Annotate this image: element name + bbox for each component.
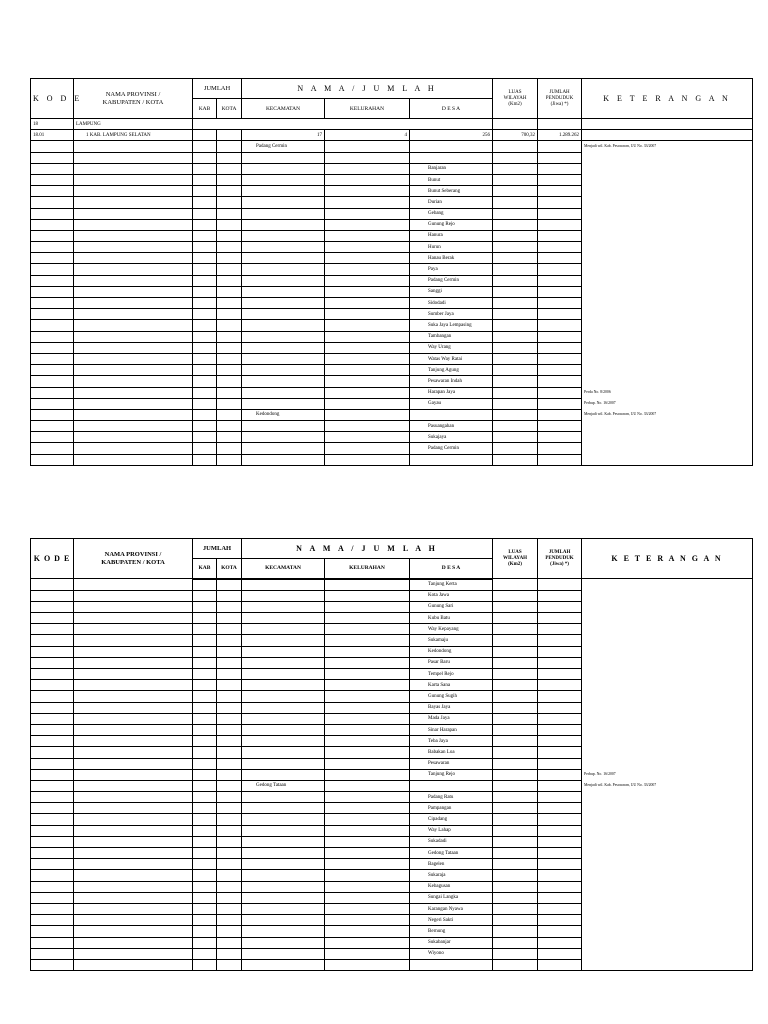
- table-row: [31, 613, 753, 624]
- desa-cell: Tanjung Agung: [410, 365, 493, 376]
- desa-cell: Kota Jawa: [410, 590, 493, 601]
- table-row: [31, 432, 753, 443]
- desa-cell: Hanura: [410, 230, 493, 241]
- kecamatan-cell: [242, 825, 325, 836]
- table-row: [31, 387, 753, 398]
- penduduk-value: 1.289.262: [538, 130, 582, 141]
- keterangan-cell: [582, 208, 753, 219]
- kecamatan-cell: [242, 948, 325, 959]
- kecamatan-cell: [242, 769, 325, 780]
- table-row: [31, 825, 753, 836]
- kab-header: KAB: [193, 559, 217, 579]
- keterangan-cell: [582, 646, 753, 657]
- keterangan-cell: [582, 915, 753, 926]
- kecamatan-cell: [242, 613, 325, 624]
- desa-cell: Babakan Loa: [410, 747, 493, 758]
- table-row: [31, 792, 753, 803]
- desa-cell: Way Urang: [410, 342, 493, 353]
- region-table-2: [30, 538, 753, 971]
- kecamatan-cell: [242, 443, 325, 454]
- desa-cell: Kubu Batu: [410, 613, 493, 624]
- kecamatan-cell: [242, 870, 325, 881]
- kecamatan-cell: [242, 174, 325, 185]
- kecamatan-cell: [242, 657, 325, 668]
- desa-cell: Padang Ratu: [410, 792, 493, 803]
- desa-cell: Cipadang: [410, 814, 493, 825]
- keterangan-cell: [582, 848, 753, 859]
- keterangan-cell: [582, 736, 753, 747]
- desa-cell: Karangan Nyawa: [410, 903, 493, 914]
- desa-cell: Sidodadi: [410, 298, 493, 309]
- luas-header: LUAS WILAYAH (Km2): [493, 539, 538, 579]
- kode-header: K O D E: [31, 539, 74, 579]
- kota-header: KOTA: [217, 99, 242, 119]
- desa-count: 256: [410, 130, 493, 141]
- desa-cell: [410, 152, 493, 163]
- keterangan-cell: [582, 174, 753, 185]
- kecamatan-cell: [242, 163, 325, 174]
- desa-cell: Pesawaran Indah: [410, 376, 493, 387]
- keterangan-cell: [582, 432, 753, 443]
- keterangan-cell: [582, 713, 753, 724]
- kecamatan-cell: [242, 320, 325, 331]
- kecamatan-cell: [242, 275, 325, 286]
- table-row: [31, 409, 753, 420]
- kecamatan-header: KECAMATAN: [242, 99, 325, 119]
- kecamatan-cell: Kedondong: [242, 409, 325, 420]
- desa-cell: [410, 780, 493, 791]
- keterangan-cell: [582, 219, 753, 230]
- desa-cell: Bunut Seberang: [410, 186, 493, 197]
- desa-cell: Negeri Sakti: [410, 915, 493, 926]
- kecamatan-cell: Padang Cermin: [242, 141, 325, 152]
- desa-cell: Teba Jaya: [410, 736, 493, 747]
- desa-cell: Watas Way Ratai: [410, 353, 493, 364]
- kecamatan-cell: [242, 702, 325, 713]
- table-row: [31, 915, 753, 926]
- keterangan-cell: [582, 365, 753, 376]
- desa-cell: Kedondong: [410, 646, 493, 657]
- table-row: [31, 959, 753, 970]
- table-row: [31, 186, 753, 197]
- desa-cell: [410, 454, 493, 465]
- keterangan-cell: [582, 376, 753, 387]
- keterangan-cell: [582, 624, 753, 635]
- desa-cell: Sukajaya: [410, 432, 493, 443]
- desa-cell: Gedong Tataan: [410, 848, 493, 859]
- keterangan-cell: [582, 230, 753, 241]
- table-row: [31, 870, 753, 881]
- keterangan-cell: [582, 959, 753, 970]
- table-row: [31, 758, 753, 769]
- table-row: [31, 680, 753, 691]
- desa-cell: [410, 959, 493, 970]
- desa-cell: Gunung Sugih: [410, 691, 493, 702]
- kecamatan-cell: [242, 736, 325, 747]
- desa-cell: Sukamaju: [410, 635, 493, 646]
- kecamatan-cell: [242, 253, 325, 264]
- kecamatan-cell: [242, 926, 325, 937]
- desa-cell: Pampangan: [410, 803, 493, 814]
- keterangan-cell: [582, 253, 753, 264]
- keterangan-cell: Perbup. No. 16/2007: [582, 398, 753, 409]
- keterangan-cell: [582, 680, 753, 691]
- kecamatan-cell: [242, 331, 325, 342]
- table-row: [31, 937, 753, 948]
- desa-cell: Pasar Baru: [410, 657, 493, 668]
- desa-cell: Karta Sana: [410, 680, 493, 691]
- desa-cell: Bernung: [410, 926, 493, 937]
- desa-cell: Suka Jaya Lempasing: [410, 320, 493, 331]
- nama-jumlah-header: N A M A / J U M L A H: [242, 539, 493, 559]
- desa-cell: Kebagusan: [410, 881, 493, 892]
- keterangan-cell: Perda No. 8/2006: [582, 387, 753, 398]
- table-row: [31, 197, 753, 208]
- desa-cell: Tambangan: [410, 331, 493, 342]
- keterangan-cell: [582, 309, 753, 320]
- kecamatan-cell: [242, 286, 325, 297]
- table-row: [31, 669, 753, 680]
- desa-cell: Sukabanjar: [410, 937, 493, 948]
- kecamatan-cell: [242, 398, 325, 409]
- keterangan-cell: [582, 724, 753, 735]
- kecamatan-cell: [242, 152, 325, 163]
- desa-cell: Hurun: [410, 242, 493, 253]
- table-row: [31, 601, 753, 612]
- desa-cell: Padang Cermin: [410, 275, 493, 286]
- kecamatan-cell: [242, 590, 325, 601]
- keterangan-cell: [582, 747, 753, 758]
- region-table-1: [30, 78, 753, 466]
- keterangan-cell: [582, 792, 753, 803]
- kecamatan-cell: [242, 197, 325, 208]
- table-row: [31, 242, 753, 253]
- desa-cell: Sinar Harapan: [410, 724, 493, 735]
- jumlah-header: JUMLAH: [193, 79, 242, 99]
- keterangan-header: K E T E R A N G A N: [582, 539, 753, 579]
- keterangan-header: K E T E R A N G A N: [582, 79, 753, 119]
- kecamatan-cell: [242, 219, 325, 230]
- table-row: [31, 376, 753, 387]
- table-row: [31, 286, 753, 297]
- desa-cell: Pesawaran: [410, 758, 493, 769]
- penduduk-header: JUMLAH PENDUDUK (Jiwa) *): [538, 79, 582, 119]
- table-row: [31, 253, 753, 264]
- desa-cell: [410, 141, 493, 152]
- table-row: [31, 398, 753, 409]
- keterangan-cell: Menjadi wil. Kab. Pesawaran, UU No. 33/2007: [582, 141, 753, 152]
- desa-cell: Sukadadi: [410, 836, 493, 847]
- kecamatan-cell: [242, 353, 325, 364]
- keterangan-cell: [582, 590, 753, 601]
- table-row: [31, 163, 753, 174]
- kecamatan-cell: [242, 937, 325, 948]
- province-row: [31, 119, 753, 130]
- keterangan-cell: [582, 881, 753, 892]
- kelurahan-header: KELURAHAN: [325, 99, 410, 119]
- table-row: [31, 903, 753, 914]
- keterangan-cell: [582, 892, 753, 903]
- kecamatan-cell: [242, 601, 325, 612]
- table-row: [31, 836, 753, 847]
- table-row: [31, 691, 753, 702]
- kecamatan-cell: [242, 691, 325, 702]
- table-row: [31, 275, 753, 286]
- kecamatan-cell: [242, 915, 325, 926]
- table-row: [31, 219, 753, 230]
- table-row: [31, 769, 753, 780]
- kode-cell: 18: [31, 119, 74, 130]
- desa-cell: Durian: [410, 197, 493, 208]
- kecamatan-cell: [242, 230, 325, 241]
- keterangan-cell: [582, 836, 753, 847]
- table-row: [31, 298, 753, 309]
- kecamatan-cell: [242, 186, 325, 197]
- keterangan-cell: [582, 152, 753, 163]
- table-row: [31, 657, 753, 668]
- table-row: [31, 320, 753, 331]
- keterangan-cell: [582, 163, 753, 174]
- kelurahan-header: KELURAHAN: [325, 559, 410, 579]
- table-row: [31, 702, 753, 713]
- desa-cell: Padang Cermin: [410, 443, 493, 454]
- kecamatan-cell: [242, 624, 325, 635]
- keterangan-cell: [582, 814, 753, 825]
- table-row: [31, 635, 753, 646]
- kecamatan-cell: [242, 713, 325, 724]
- table-row: [31, 713, 753, 724]
- kecamatan-cell: Gedong Tataan: [242, 780, 325, 791]
- table-row: [31, 264, 753, 275]
- kecamatan-cell: [242, 298, 325, 309]
- kecamatan-cell: [242, 376, 325, 387]
- keterangan-cell: [582, 803, 753, 814]
- table-row: [31, 365, 753, 376]
- desa-cell: Banjaran: [410, 163, 493, 174]
- keterangan-cell: [582, 657, 753, 668]
- desa-cell: Bunut: [410, 174, 493, 185]
- kecamatan-cell: [242, 959, 325, 970]
- kecamatan-cell: [242, 242, 325, 253]
- kota-header: KOTA: [217, 559, 242, 579]
- luas-header: LUAS WILAYAH (Km2): [493, 79, 538, 119]
- keterangan-cell: [582, 948, 753, 959]
- keterangan-cell: [582, 579, 753, 591]
- nama-provinsi-header: NAMA PROVINSI / KABUPATEN / KOTA: [74, 539, 193, 579]
- keterangan-cell: [582, 264, 753, 275]
- kecamatan-cell: [242, 758, 325, 769]
- desa-cell: Paya: [410, 264, 493, 275]
- desa-cell: Bayas Jaya: [410, 702, 493, 713]
- table-row: [31, 881, 753, 892]
- desa-cell: [410, 409, 493, 420]
- table-row: [31, 736, 753, 747]
- kecamatan-cell: [242, 792, 325, 803]
- table-row: [31, 353, 753, 364]
- table-row: [31, 208, 753, 219]
- kecamatan-cell: [242, 264, 325, 275]
- kecamatan-cell: [242, 342, 325, 353]
- table-row: [31, 926, 753, 937]
- table-row: [31, 747, 753, 758]
- table-row: [31, 859, 753, 870]
- kecamatan-cell: [242, 421, 325, 432]
- table-row: [31, 579, 753, 591]
- table-row: [31, 421, 753, 432]
- keterangan-cell: [582, 870, 753, 881]
- kode-header: K O D E: [31, 79, 74, 119]
- keterangan-cell: [582, 320, 753, 331]
- kecamatan-cell: [242, 848, 325, 859]
- keterangan-cell: [582, 613, 753, 624]
- kecamatan-cell: [242, 365, 325, 376]
- table-row: [31, 590, 753, 601]
- table-row: [31, 892, 753, 903]
- luas-value: 700,32: [493, 130, 538, 141]
- desa-cell: Pasuangahan: [410, 421, 493, 432]
- keterangan-cell: [582, 702, 753, 713]
- penduduk-header: JUMLAH PENDUDUK (Jiwa) *): [538, 539, 582, 579]
- keterangan-cell: [582, 298, 753, 309]
- keterangan-cell: [582, 275, 753, 286]
- kecamatan-cell: [242, 454, 325, 465]
- nama-jumlah-header: N A M A / J U M L A H: [242, 79, 493, 99]
- kecamatan-cell: [242, 747, 325, 758]
- table-row: [31, 624, 753, 635]
- keterangan-cell: [582, 758, 753, 769]
- table-row: [31, 309, 753, 320]
- table-row: [31, 443, 753, 454]
- desa-cell: Wiyono: [410, 948, 493, 959]
- table-row: [31, 152, 753, 163]
- keterangan-cell: Menjadi wil. Kab. Pesawaran, UU No. 33/2007: [582, 780, 753, 791]
- desa-cell: Sanggi: [410, 286, 493, 297]
- kecamatan-cell: [242, 646, 325, 657]
- desa-cell: Gebang: [410, 208, 493, 219]
- kecamatan-cell: [242, 579, 325, 591]
- table-row: [31, 342, 753, 353]
- table-row: [31, 331, 753, 342]
- desa-cell: Mada Jaya: [410, 713, 493, 724]
- nama-cell: 1 KAB. LAMPUNG SELATAN: [74, 130, 193, 141]
- table-row: [31, 848, 753, 859]
- desa-cell: Sumber Jaya: [410, 309, 493, 320]
- keterangan-cell: [582, 669, 753, 680]
- table-row: [31, 780, 753, 791]
- keterangan-cell: [582, 937, 753, 948]
- keterangan-cell: [582, 859, 753, 870]
- keterangan-cell: Perbup. No. 16/2007: [582, 769, 753, 780]
- kecamatan-cell: [242, 803, 325, 814]
- desa-cell: Tanjung Rejo: [410, 769, 493, 780]
- desa-cell: Tempel Rejo: [410, 669, 493, 680]
- kecamatan-cell: [242, 208, 325, 219]
- desa-cell: Sukaraja: [410, 870, 493, 881]
- kecamatan-cell: [242, 635, 325, 646]
- desa-cell: Gayau: [410, 398, 493, 409]
- desa-header: D E S A: [410, 559, 493, 579]
- jumlah-header: JUMLAH: [193, 539, 242, 559]
- kecamatan-cell: [242, 432, 325, 443]
- nama-provinsi-header: NAMA PROVINSI / KABUPATEN / KOTA: [74, 79, 193, 119]
- desa-cell: Way Kepayang: [410, 624, 493, 635]
- keterangan-cell: [582, 353, 753, 364]
- keterangan-cell: [582, 286, 753, 297]
- kab-header: KAB: [193, 99, 217, 119]
- table-row: [31, 174, 753, 185]
- kecamatan-cell: [242, 859, 325, 870]
- kecamatan-count: 17: [242, 130, 325, 141]
- kabupaten-row: [31, 130, 753, 141]
- desa-cell: Way Lahap: [410, 825, 493, 836]
- kecamatan-cell: [242, 669, 325, 680]
- kode-cell: 18.01: [31, 130, 74, 141]
- kecamatan-cell: [242, 309, 325, 320]
- kecamatan-cell: [242, 724, 325, 735]
- keterangan-cell: [582, 331, 753, 342]
- kecamatan-cell: [242, 881, 325, 892]
- desa-cell: Hanau Berak: [410, 253, 493, 264]
- keterangan-cell: [582, 242, 753, 253]
- kecamatan-cell: [242, 892, 325, 903]
- keterangan-cell: [582, 635, 753, 646]
- table-row: [31, 803, 753, 814]
- keterangan-cell: [582, 342, 753, 353]
- kelurahan-count: 4: [325, 130, 410, 141]
- table-row: [31, 454, 753, 465]
- desa-cell: Harapan Jaya: [410, 387, 493, 398]
- desa-cell: Tanjung Kerta: [410, 579, 493, 591]
- table-row: [31, 230, 753, 241]
- desa-header: D E S A: [410, 99, 493, 119]
- nama-cell: LAMPUNG: [74, 119, 193, 130]
- keterangan-cell: Menjadi wil. Kab. Pesawaran, UU No. 33/2007: [582, 409, 753, 420]
- keterangan-cell: [582, 903, 753, 914]
- desa-cell: Gunung Sari: [410, 601, 493, 612]
- desa-cell: Sungai Langka: [410, 892, 493, 903]
- kecamatan-cell: [242, 387, 325, 398]
- table-row: [31, 814, 753, 825]
- keterangan-cell: [582, 443, 753, 454]
- table-row: [31, 724, 753, 735]
- desa-cell: Gunung Rejo: [410, 219, 493, 230]
- keterangan-cell: [582, 691, 753, 702]
- keterangan-cell: [582, 186, 753, 197]
- keterangan-cell: [582, 601, 753, 612]
- keterangan-cell: [582, 197, 753, 208]
- keterangan-cell: [582, 454, 753, 465]
- kecamatan-header: KECAMATAN: [242, 559, 325, 579]
- desa-cell: Bagelen: [410, 859, 493, 870]
- kecamatan-cell: [242, 903, 325, 914]
- table-row: [31, 141, 753, 152]
- keterangan-cell: [582, 421, 753, 432]
- keterangan-cell: [582, 825, 753, 836]
- table-row: [31, 646, 753, 657]
- kecamatan-cell: [242, 836, 325, 847]
- kecamatan-cell: [242, 814, 325, 825]
- table-row: [31, 948, 753, 959]
- kecamatan-cell: [242, 680, 325, 691]
- keterangan-cell: [582, 926, 753, 937]
